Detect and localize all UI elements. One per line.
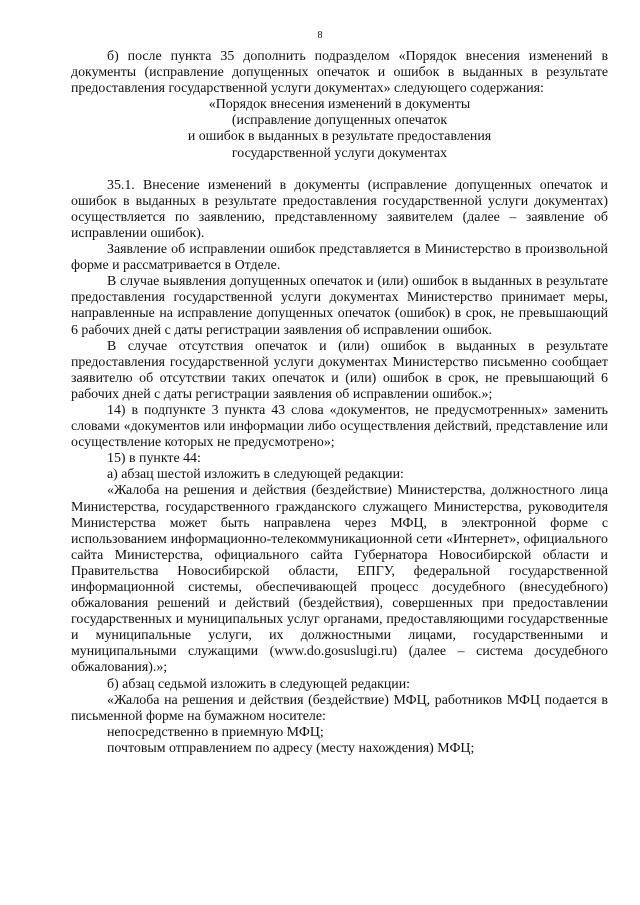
subsection-heading <box>71 97 608 161</box>
page-number: 8 <box>317 30 323 41</box>
mfc-complaint-paragraph: «Жалоба на решения и действия (бездействие) МФЦ, работников МФЦ подается в письменной форме на бумажном носителе: <box>71 692 608 724</box>
subitem-a-paragraph: а) абзац шестой изложить в следующей редакции: <box>107 467 404 483</box>
intro-paragraph: б) после пункта 35 дополнить подразделом «Порядок внесения изменений в документы (исправление допущенных опечаток и ошибок в выданных в результате предоставления государственной услуги документах» следующего содержания: <box>71 49 608 97</box>
paragraph: Заявление об исправлении ошибок представляется в Министерство в произвольной форме и рассматривается в Отделе. <box>71 242 608 274</box>
item-15-paragraph: 15) в пункте 44: <box>107 451 201 467</box>
paragraph: В случае отсутствия опечаток и (или) ошибок в выданных в результате предоставления государственной услуги документах Министерство письменно сообщает заявителю об отсутствии таких опечаток и (или) ошибок в срок, не превышающий 6 рабочих дней с даты регистрации заявления об исправлении ошибок.»; <box>71 338 608 402</box>
spacer <box>71 162 608 178</box>
item-14-paragraph: 14) в подпункте 3 пункта 43 слова «документов, не предусмотренных» заменить словами «документов или информации либо осуществления действий, представление или осуществление которых не предусмотрено»; <box>71 402 608 451</box>
heading-line: государственной услуги документах <box>231 145 448 161</box>
heading-line: и ошибок в выданных в результате предоставления <box>187 129 492 145</box>
list-item: непосредственно в приемную МФЦ; <box>107 724 324 740</box>
complaint-paragraph: «Жалоба на решения и действия (бездействие) Министерства, должностного лица Министерства, государственного гражданского служащего Министерства, руководителя Министерства может быть направлена через МФЦ, в электронной форме с использованием информационно-телекоммуникационной сети «Интернет», официального сайта Министерства, официального сайта Губернатора Новосибирской области и Правительства Новосибирской области, ЕПГУ, федеральной государственной информационной системы, обеспечивающей процесс досудебного (внесудебного) обжалования решений и действий (бездействия), совершенных при предоставлении государственных и муниципальных услуг органами, предоставляющими государственные и муниципальные услуги, их должностными лицами, государственными и муниципальными служащими (www.do.gosuslugi.ru) (далее – система досудебного обжалования).»; <box>71 483 608 676</box>
heading-line: (исправление допущенных опечаток <box>231 113 448 129</box>
paragraph: В случае выявления допущенных опечаток и (или) ошибок в выданных в результате предоставления государственной услуги документах Министерство принимает меры, направленные на исправление допущенных опечаток (ошибок) в срок, не превышающий 6 рабочих дней с даты регистрации заявления об исправлении ошибок. <box>71 274 608 338</box>
list-item: почтовым отправлением по адресу (месту нахождения) МФЦ; <box>107 740 475 756</box>
subitem-b-paragraph: б) абзац седьмой изложить в следующей редакции: <box>107 676 411 692</box>
document-body <box>71 49 608 757</box>
paragraph-35-1: 35.1. Внесение изменений в документы (исправление допущенных опечаток и ошибок в выданных в результате предоставления государственной услуги документах) осуществляется по заявлению, представленному заявителем (далее – заявление об исправлении ошибок). <box>71 177 608 241</box>
heading-line: «Порядок внесения изменений в документы <box>208 97 471 113</box>
